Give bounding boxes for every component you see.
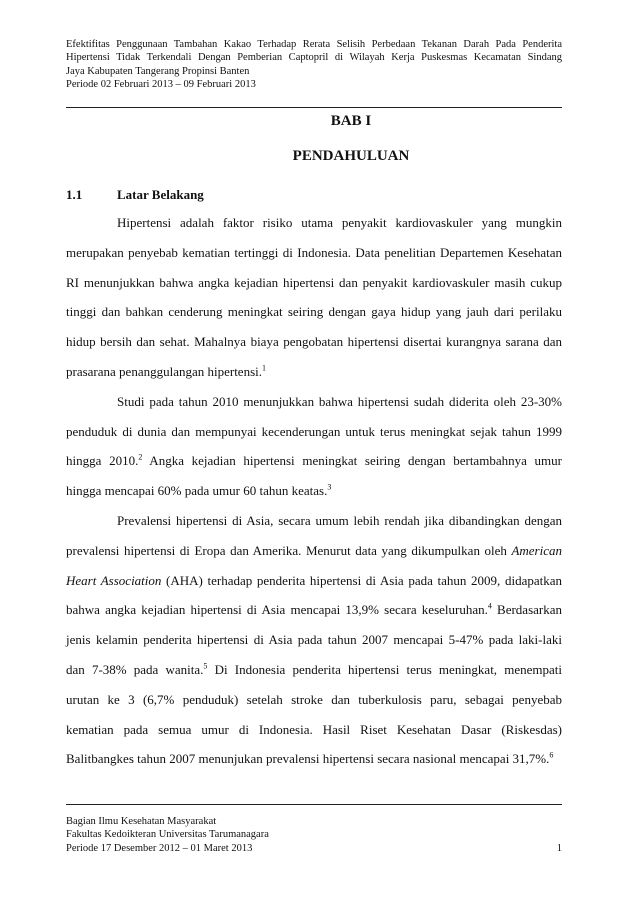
text-span: prevalensi hipertensi di Eropa dan Amerika. Menurut data yang dikumpulkan oleh xyxy=(66,542,512,558)
citation-ref: 5 xyxy=(203,661,208,671)
text-line: hidup bersih dan sehat. Mahalnya biaya pengobatan hipertensi disertai kurangnya sarana dan xyxy=(66,334,562,350)
text-line: Studi pada tahun 2010 menunjukkan bahwa hipertensi sudah diderita oleh 23-30% xyxy=(117,393,562,409)
text-line: Prevalensi hipertensi di Asia, secara umum lebih rendah jika dibandingkan dengan xyxy=(117,512,562,528)
header-line: Jaya Kabupaten Tangerang Propinsi Banten xyxy=(66,65,250,77)
footer-line: Fakultas Kedoikteran Universitas Tarumanagara xyxy=(66,829,269,841)
text-span: dan 7-38% pada wanita. xyxy=(66,661,204,677)
footer-line: Periode 17 Desember 2012 – 01 Maret 2013 xyxy=(66,842,253,854)
text-line: merupakan penyebab kematian tertinggi di Indonesia. Data penelitian Departemen Kesehatan xyxy=(66,244,562,260)
text-span: Angka kejadian hipertensi meningkat seiring dengan bertambahnya umur xyxy=(142,453,562,469)
text-line: penduduk di dunia dan mempunyai kecenderungan untuk terus meningkat sejak tahun 1999 xyxy=(66,423,562,439)
text-line: urutan ke 3 (6,7% penduduk) setelah stroke dan tuberkulosis paru, sebagai penyebab xyxy=(66,691,562,707)
chapter-title: PENDAHULUAN xyxy=(292,148,410,164)
citation-ref: 1 xyxy=(262,363,267,373)
text-line xyxy=(66,357,562,387)
text-span: hingga mencapai 60% pada umur 60 tahun keatas. xyxy=(66,483,328,499)
text-span: prasarana penanggulangan hipertensi. xyxy=(66,363,263,379)
text-line xyxy=(66,476,562,506)
body-text xyxy=(66,208,562,774)
footer-divider xyxy=(66,804,562,805)
citation-ref: 4 xyxy=(487,602,492,612)
text-line xyxy=(66,566,562,596)
text-span: bahwa angka kejadian hipertensi di Asia mencapai 13,9% secara keseluruhan. xyxy=(66,602,488,618)
header-line: Hipertensi Tidak Terkendali Dengan Pemberian Captopril di Wilayah Kerja Puskesmas Kecamatan Sindang xyxy=(66,52,562,64)
text-line: tinggi dan bahkan cenderung meningkat seiring dengan gaya hidup yang jauh dari perilaku xyxy=(66,304,562,320)
footer-line: Bagian Ilmu Kesehatan Masyarakat xyxy=(66,816,217,827)
text-span: Berdasarkan xyxy=(491,602,563,618)
citation-ref: 3 xyxy=(327,482,332,492)
italic-term: Heart Association xyxy=(66,572,162,588)
header-divider xyxy=(66,107,562,108)
page-number: 1 xyxy=(556,842,562,854)
text-span: (AHA) terhadap penderita hipertensi di Asia pada tahun 2009, didapatkan xyxy=(161,572,562,588)
text-line xyxy=(66,595,562,625)
text-line: jenis kelamin penderita hipertensi di Asia pada tahun 2007 mencapai 5-47% pada laki-laki xyxy=(66,632,562,648)
citation-ref: 2 xyxy=(138,453,143,463)
section-number: 1.1 xyxy=(66,187,83,202)
text-line xyxy=(66,446,562,476)
text-line xyxy=(66,655,562,685)
italic-term: American xyxy=(511,542,562,558)
running-footer xyxy=(66,804,562,855)
running-header xyxy=(66,38,562,91)
text-line: RI menunjukkan bahwa angka kejadian hipertensi dan penyakit kardiovaskuler masih cukup xyxy=(66,274,562,290)
text-line: kematian pada semua umur di Indonesia. Hasil Riset Kesehatan Dasar (Riskesdas) xyxy=(66,721,562,737)
section-title: Latar Belakang xyxy=(117,187,204,202)
text-line xyxy=(66,744,562,774)
text-line: Hipertensi adalah faktor risiko utama penyakit kardiovaskuler yang mungkin xyxy=(117,215,562,230)
header-line: Efektifitas Penggunaan Tambahan Kakao Terhadap Rerata Selisih Perbedaan Tekanan Darah Pada Penderita xyxy=(66,39,562,50)
citation-ref: 6 xyxy=(549,751,554,761)
text-span: Balitbangkes tahun 2007 menunjukan prevalensi hipertensi secara nasional mencapai 31,7%. xyxy=(66,751,550,767)
text-line xyxy=(66,536,562,566)
chapter-label: BAB I xyxy=(330,113,372,129)
header-line: Periode 02 Februari 2013 – 09 Februari 2013 xyxy=(66,78,256,90)
text-span: hingga 2010. xyxy=(66,453,139,469)
text-span: Di Indonesia penderita hipertensi terus meningkat, menempati xyxy=(207,661,562,677)
